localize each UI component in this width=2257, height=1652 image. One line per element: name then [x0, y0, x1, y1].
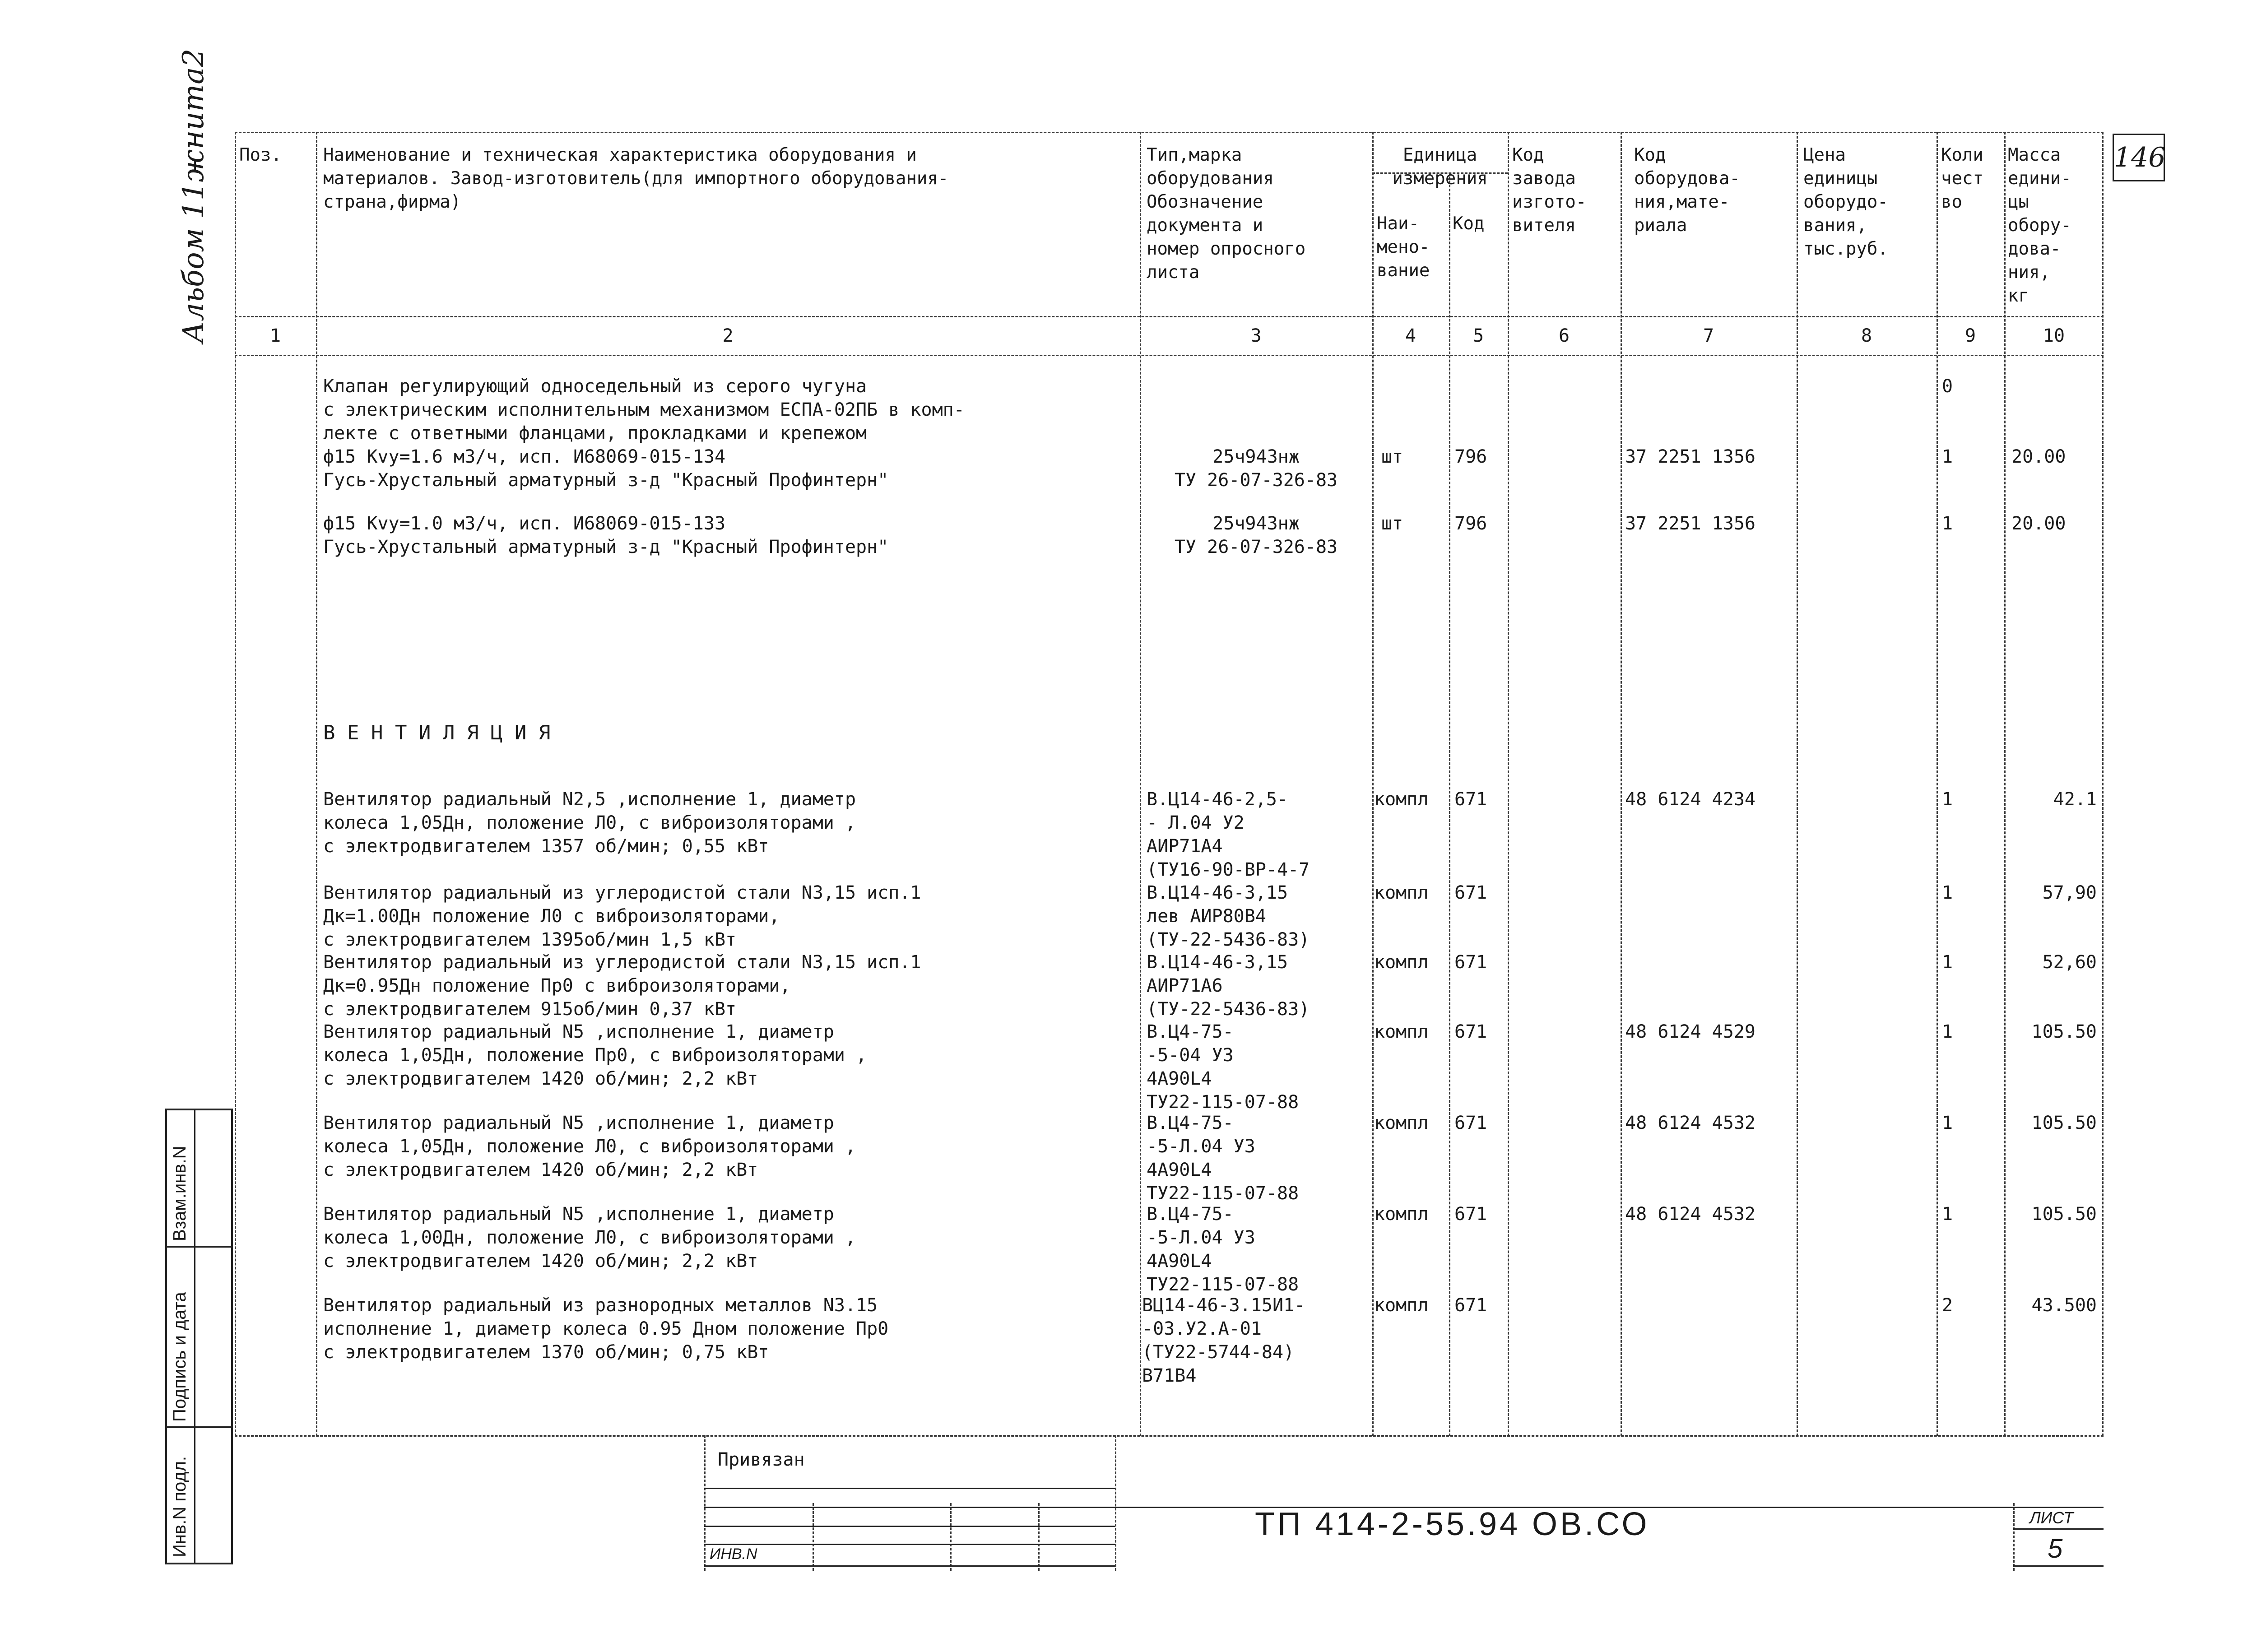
row-7-unit: компл	[1374, 1113, 1429, 1133]
header-plant-code: Код завода изгото- вителя	[1512, 145, 1587, 236]
sheet-number-handwritten: 146	[2113, 134, 2165, 181]
row-2-qty: 1	[1942, 513, 1953, 534]
row-9-code: 671	[1454, 1295, 1487, 1316]
row-1-name: Клапан регулирующий односедельный из серого чугуна с электрическим исполнительным механизмом ЕСПА-02ПБ в комп- лекте с ответными фланцами, прокладками и крепежом ф15 Kvy=1.6 м3/ч, исп. И68069-015-134 Гусь-Хрустальный арматурный з-д "Красный Профинтерн"	[323, 376, 965, 491]
row-4-mass: 57,90	[2042, 882, 2097, 903]
row-6-code: 671	[1454, 1021, 1487, 1042]
row-8-code: 671	[1454, 1204, 1487, 1225]
stamp-inv: ИНВ.N	[710, 1545, 757, 1563]
row-3-mass: 42.1	[2053, 789, 2097, 810]
row-5-unit: компл	[1374, 952, 1429, 973]
album-label: Альбом 11жнита2	[177, 48, 210, 343]
row-4-qty: 1	[1942, 882, 1953, 903]
header-name: Наименование и техническая характеристика оборудования и материалов. Завод-изготовитель(для импортного оборудования- страна,фирма)	[323, 145, 949, 212]
colnum-6: 6	[1558, 325, 1570, 346]
row-5-type: В.Ц14-46-3,15 АИР71А6 (ТУ-22-5436-83)	[1147, 952, 1310, 1020]
row-8-equip: 48 6124 4532	[1625, 1204, 1755, 1225]
row-7-qty: 1	[1942, 1113, 1953, 1133]
colnum-8: 8	[1861, 325, 1872, 346]
row-9-mass: 43.500	[2031, 1295, 2097, 1316]
stamp-sep-4	[950, 1503, 952, 1571]
header-unit-name: Наи- мено- вание	[1377, 213, 1430, 281]
row-8-qty: 1	[1942, 1204, 1953, 1225]
row-6-type: В.Ц4-75- -5-04 У3 4А90L4 ТУ22-115-07-88	[1147, 1021, 1299, 1113]
stamp-line-6	[2013, 1528, 2104, 1530]
row-4-unit: компл	[1374, 882, 1429, 903]
side-stamp-replace-inv: Взам.инв.N	[170, 1146, 190, 1241]
row-5-qty: 1	[1942, 952, 1953, 973]
stamp-sep-3	[813, 1503, 814, 1571]
row-9-name: Вентилятор радиальный из разнородных металлов N3.15 исполнение 1, диаметр колеса 0.95 Дном положение Пр0 с электродвигателем 1370 об/мин; 0,75 кВт	[323, 1295, 889, 1363]
row-5-name: Вентилятор радиальный из углеродистой стали N3,15 исп.1 Дк=0.95Дн положение Пр0 с виброизоляторами, с электродвигателем 915об/мин 0,37 кВт	[323, 952, 921, 1020]
row-3-code: 671	[1454, 789, 1487, 810]
side-stamp-inv-orig: Инв.N подл.	[170, 1456, 190, 1557]
header-equip-code: Код оборудова- ния,мате- риала	[1634, 145, 1740, 236]
stamp-sep-2	[1115, 1435, 1116, 1571]
stamp-privyazan: Привязан	[718, 1449, 805, 1470]
header-price: Цена единицы оборудо- вания, тыс.руб.	[1803, 145, 1888, 259]
col-sep-4	[1449, 172, 1450, 1436]
stamp-line-5	[704, 1565, 1115, 1567]
row-7-equip: 48 6124 4532	[1625, 1113, 1755, 1133]
row-3-qty: 1	[1942, 789, 1953, 810]
stamp-line-3	[704, 1526, 1115, 1527]
row-7-code: 671	[1454, 1113, 1487, 1133]
row-9-qty: 2	[1942, 1295, 1953, 1316]
row-2-mass: 20.00	[2011, 513, 2066, 534]
row-2-code: 796	[1454, 513, 1487, 534]
colnum-7: 7	[1703, 325, 1714, 346]
row-3-equip: 48 6124 4234	[1625, 789, 1755, 810]
colnum-5: 5	[1472, 325, 1484, 346]
stamp-line-4	[704, 1544, 1115, 1545]
row-2-type: 25ч943нж ТУ 26-07-326-83	[1174, 513, 1338, 557]
stamp-sep-1	[704, 1435, 706, 1571]
sheet-value: 5	[2048, 1533, 2063, 1564]
row-3-unit: компл	[1374, 789, 1429, 810]
row-1-unit: шт	[1381, 446, 1403, 467]
row-7-name: Вентилятор радиальный N5 ,исполнение 1, диаметр колеса 1,05Дн, положение Л0, с виброизоляторами , с электродвигателем 1420 об/мин; 2,2 кВт	[323, 1113, 856, 1180]
colnum-3: 3	[1250, 325, 1262, 346]
stamp-sep-5	[1038, 1503, 1040, 1571]
row-1-mass: 20.00	[2011, 446, 2066, 467]
row-8-unit: компл	[1374, 1204, 1429, 1225]
row-7-mass: 105.50	[2031, 1113, 2097, 1133]
row-5-mass: 52,60	[2042, 952, 2097, 973]
stamp-line-7	[2013, 1565, 2104, 1567]
row-8-mass: 105.50	[2031, 1204, 2097, 1225]
row-1-code: 796	[1454, 446, 1487, 467]
document-number: ТП 414-2-55.94 ОВ.СО	[1255, 1506, 1650, 1542]
side-stamp-signature-date: Подпись и дата	[170, 1292, 190, 1422]
row-1-type: 25ч943нж ТУ 26-07-326-83	[1174, 446, 1338, 491]
row-6-mass: 105.50	[2031, 1021, 2097, 1042]
sheet-label: ЛИСТ	[2029, 1508, 2074, 1527]
row-3-name: Вентилятор радиальный N2,5 ,исполнение 1, диаметр колеса 1,05Дн, положение Л0, с виброизоляторами , с электродвигателем 1357 об/мин; 0,55 кВт	[323, 789, 856, 857]
side-stamp	[165, 1109, 233, 1564]
header-unit-code: Код	[1453, 213, 1485, 234]
header-unit-group: Единица измерения	[1392, 145, 1488, 189]
row-4-code: 671	[1454, 882, 1487, 903]
row-6-unit: компл	[1374, 1021, 1429, 1042]
colnum-4: 4	[1405, 325, 1416, 346]
row-4-type: В.Ц14-46-3,15 лев АИР80В4 (ТУ-22-5436-83)	[1147, 882, 1310, 950]
row-2-equip: 37 2251 1356	[1625, 513, 1755, 534]
row-9-unit: компл	[1374, 1295, 1429, 1316]
row-3-type: В.Ц14-46-2,5- - Л.04 У2 АИР71А4 (ТУ16-90-ВР-4-7	[1147, 789, 1310, 880]
row-7-type: В.Ц4-75- -5-Л.04 У3 4А90L4 ТУ22-115-07-88	[1147, 1113, 1299, 1204]
header-qty: Коли чест во	[1941, 145, 1983, 212]
row-6-qty: 1	[1942, 1021, 1953, 1042]
stamp-sep-6	[2013, 1503, 2015, 1571]
row-8-name: Вентилятор радиальный N5 ,исполнение 1, диаметр колеса 1,00Дн, положение Л0, с виброизоляторами , с электродвигателем 1420 об/мин; 2,2 кВт	[323, 1204, 856, 1271]
colnum-2: 2	[722, 325, 734, 346]
colnum-9: 9	[1964, 325, 1976, 346]
colnum-1: 1	[269, 325, 281, 346]
row-2-unit: шт	[1381, 513, 1403, 534]
row-5-code: 671	[1454, 952, 1487, 973]
row-1-qty: 0 1	[1942, 376, 1953, 467]
section-heading: В Е Н Т И Л Я Ц И Я	[323, 721, 551, 744]
row-9-type: ВЦ14-46-3.15И1- -03.У2.А-01 (ТУ22-5744-84) В71В4	[1142, 1295, 1305, 1386]
header-divider	[235, 316, 2104, 317]
row-2-name: ф15 Kvy=1.0 м3/ч, исп. И68069-015-133 Гусь-Хрустальный арматурный з-д "Красный Профинтерн"	[323, 513, 889, 557]
row-4-name: Вентилятор радиальный из углеродистой стали N3,15 исп.1 Дк=1.00Дн положение Л0 с виброизоляторами, с электродвигателем 1395об/мин 1,5 кВт	[323, 882, 921, 950]
header-pos: Поз.	[239, 145, 282, 165]
colnum-10: 10	[2043, 325, 2065, 346]
row-8-type: В.Ц4-75- -5-Л.04 У3 4А90L4 ТУ22-115-07-88	[1147, 1204, 1299, 1295]
row-6-equip: 48 6124 4529	[1625, 1021, 1755, 1042]
stamp-line-1	[704, 1488, 1115, 1489]
row-6-name: Вентилятор радиальный N5 ,исполнение 1, диаметр колеса 1,05Дн, положение Пр0, с виброизоляторами , с электродвигателем 1420 об/мин; 2,2 кВт	[323, 1021, 867, 1089]
header-type: Тип,марка оборудования Обозначение документа и номер опросного листа	[1147, 145, 1306, 283]
row-1-equip: 37 2251 1356	[1625, 446, 1755, 467]
header-mass: Масса едини- цы обору- дова- ния, кг	[2008, 145, 2071, 306]
colnum-divider	[235, 355, 2104, 356]
stamp-divider	[235, 1435, 2104, 1437]
